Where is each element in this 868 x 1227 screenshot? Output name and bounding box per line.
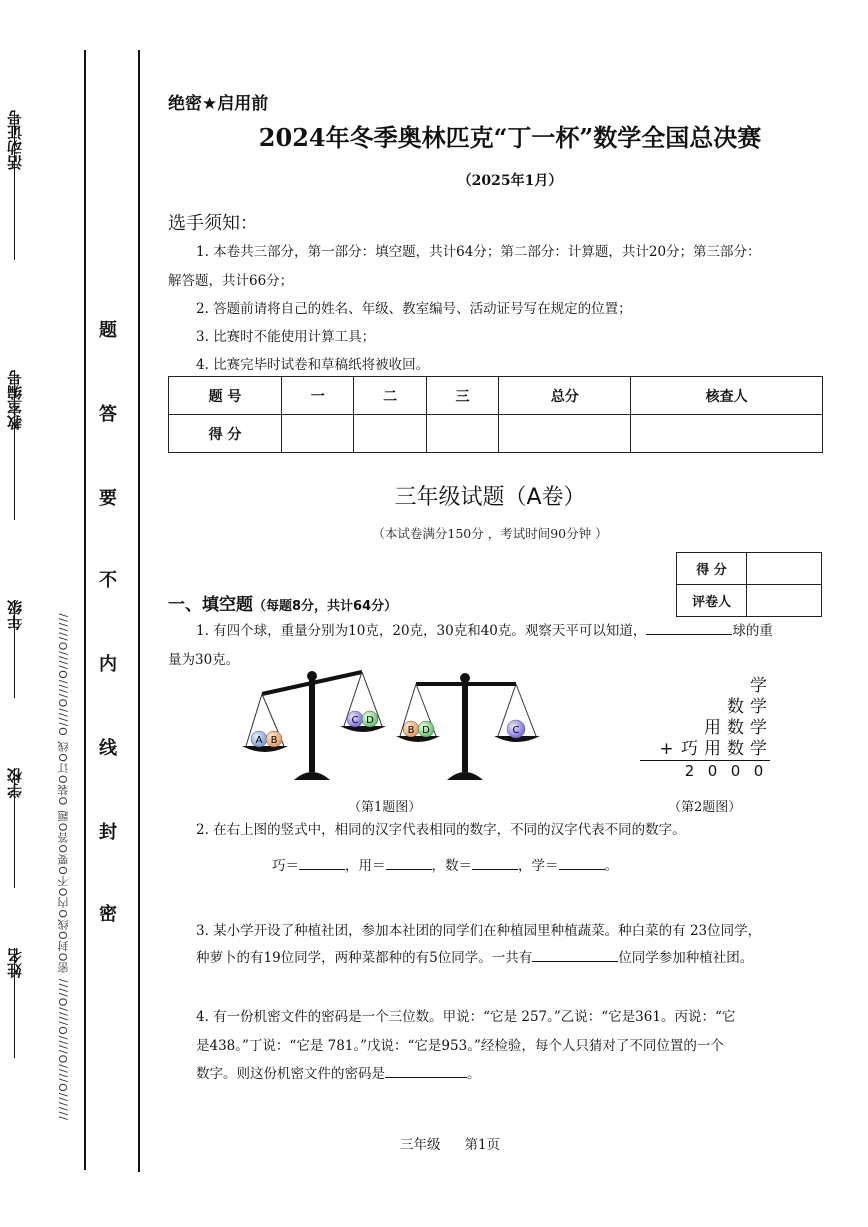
svg-text:C: C bbox=[512, 725, 520, 736]
svg-text:D: D bbox=[422, 725, 430, 736]
question-1 bbox=[196, 617, 773, 646]
notice-item-1-cont: 解答题，共计66分； bbox=[168, 273, 294, 289]
puzzle-result: 2 0 0 0 bbox=[684, 762, 764, 780]
answer-shu-blank[interactable] bbox=[472, 855, 518, 870]
score-cell[interactable] bbox=[499, 415, 631, 453]
section-title: 一、填空题 bbox=[168, 595, 253, 615]
svg-text:B: B bbox=[407, 725, 415, 736]
table-header: 二 bbox=[354, 377, 426, 415]
table-row bbox=[677, 553, 822, 585]
field-activity-id bbox=[6, 110, 24, 260]
answer-yong-blank[interactable] bbox=[386, 855, 432, 870]
section-heading bbox=[168, 590, 397, 615]
balance-1 bbox=[242, 671, 386, 780]
paper-note: （本试卷满分150分 ，考试时间90分钟 ） bbox=[372, 526, 608, 541]
puzzle-row: 学 bbox=[750, 676, 767, 696]
seal-word: 线 bbox=[99, 738, 117, 759]
question-2: 2. 在右上图的竖式中，相同的汉字代表相同的数字，不同的汉字代表不同的数字。 bbox=[196, 822, 686, 838]
confidential-label: 绝密★启用前 bbox=[168, 94, 269, 114]
question-4-cont: 是438。”丁说：“它是 781。”戊说：“它是953。”经检验，每个人只猜对了不同位置的一个 bbox=[196, 1038, 724, 1054]
grade-box bbox=[676, 552, 822, 617]
seal-word: 答 bbox=[99, 404, 117, 425]
seal-word: 不 bbox=[99, 570, 117, 591]
svg-text:D: D bbox=[366, 715, 374, 726]
footer-page: 第1页 bbox=[464, 1137, 501, 1153]
balance-figure bbox=[236, 664, 548, 794]
score-cell[interactable] bbox=[426, 415, 498, 453]
field-grade bbox=[6, 600, 24, 698]
binding-line-right bbox=[138, 50, 140, 1172]
question-4: 4. 有一份机密文件的密码是一个三位数。甲说：“它是 257。”乙说：“它是361。丙说：“它 bbox=[196, 1009, 736, 1025]
grade-score-label: 得 分 bbox=[677, 553, 747, 585]
table-row-label: 得 分 bbox=[169, 415, 282, 453]
answer-qiao-blank[interactable] bbox=[299, 855, 345, 870]
q1-text: 1. 有四个球，重量分别为10克，20克，30克和40克。观察天平可以知道， bbox=[196, 623, 647, 639]
puzzle-row: 数 学 bbox=[727, 697, 767, 717]
page-footer bbox=[160, 1133, 740, 1153]
puzzle-row: 用 数 学 bbox=[704, 718, 767, 738]
seal-word: 封 bbox=[99, 822, 117, 843]
table-row bbox=[677, 585, 822, 617]
question-3-cont: 种萝卜的有19位同学，两种菜都种的有5位同学。一共有 位同学参加种植社团。 bbox=[196, 944, 753, 973]
answer-xue-blank[interactable] bbox=[559, 855, 605, 870]
q1-text-cont: 球的重 bbox=[732, 623, 773, 639]
seal-word: 要 bbox=[99, 488, 117, 509]
seal-word: 内 bbox=[99, 654, 117, 675]
notice-item-1: 1. 本卷共三部分，第一部分：填空题，共计64分；第二部分：计算题，共计20分；第三部分： bbox=[196, 244, 761, 260]
score-cell[interactable] bbox=[282, 415, 354, 453]
q3-answer-blank[interactable] bbox=[532, 947, 618, 962]
field-classroom-id bbox=[6, 370, 24, 520]
seal-word: 密 bbox=[99, 904, 117, 925]
question-3: 3. 某小学开设了种植社团，参加本社团的同学们在种植园里种植蔬菜。种白菜的有 23位同学， bbox=[196, 923, 762, 939]
notice-item-2: 2. 答题前请将自己的姓名、年级、教室编号、活动证号写在规定的位置； bbox=[196, 301, 632, 317]
svg-text:B: B bbox=[270, 735, 278, 746]
puzzle-row: + 巧 用 数 学 bbox=[640, 739, 770, 761]
field-label: 活动证号 bbox=[6, 110, 24, 170]
field-school bbox=[6, 768, 24, 888]
figure-2-caption: （第2题图） bbox=[668, 800, 742, 815]
svg-text:C: C bbox=[351, 715, 359, 726]
binding-line-left bbox=[84, 50, 86, 1170]
section-note: （每题8分，共计64分） bbox=[253, 599, 398, 614]
table-header: 三 bbox=[426, 377, 498, 415]
notice-item-4: 4. 比赛完毕时试卷和草稿纸将被收回。 bbox=[196, 357, 430, 373]
svg-text:A: A bbox=[255, 735, 263, 746]
table-header: 题 号 bbox=[169, 377, 282, 415]
exam-date: （2025年1月） bbox=[457, 173, 563, 189]
field-label: 教室编号 bbox=[6, 370, 24, 430]
table-row bbox=[169, 415, 823, 453]
figure-1-caption: （第1题图） bbox=[348, 800, 422, 815]
table-header: 总分 bbox=[499, 377, 631, 415]
question-2-answers: 巧＝ ，用＝ ，数＝ ，学＝ 。 bbox=[272, 852, 618, 881]
notice-heading: 选手须知： bbox=[168, 213, 258, 234]
grader-label: 评卷人 bbox=[677, 585, 747, 617]
field-label: 学校 bbox=[6, 768, 24, 798]
q1-answer-blank[interactable] bbox=[646, 620, 732, 635]
exam-title: 2024年冬季奥林匹克“丁一杯”数学全国总决赛 bbox=[258, 123, 762, 152]
score-table bbox=[168, 376, 823, 453]
table-header: 核查人 bbox=[631, 377, 823, 415]
seal-word: 题 bbox=[99, 320, 117, 341]
field-label: 姓名 bbox=[6, 948, 24, 978]
footer-grade: 三年级 bbox=[399, 1137, 441, 1153]
field-label: 年级 bbox=[6, 600, 24, 630]
cut-line: //////O////O////O////O//// 密O封O线O内O不O要O答O题 O装O订O线 O////O////O////O////// bbox=[57, 612, 70, 1120]
table-header: 一 bbox=[282, 377, 354, 415]
question-1-cont: 量为30克。 bbox=[168, 652, 240, 668]
score-cell[interactable] bbox=[631, 415, 823, 453]
field-name bbox=[6, 948, 24, 1058]
q4-answer-blank[interactable] bbox=[385, 1063, 467, 1078]
balance-2 bbox=[396, 673, 540, 780]
notice-item-3: 3. 比赛时不能使用计算工具； bbox=[196, 329, 376, 345]
paper-title: 三年级试题（A卷） bbox=[394, 485, 586, 510]
table-row bbox=[169, 377, 823, 415]
grader-cell[interactable] bbox=[747, 585, 822, 617]
addition-puzzle bbox=[640, 676, 770, 782]
grade-score-cell[interactable] bbox=[747, 553, 822, 585]
question-4-cont: 数字。则这份机密文件的密码是 。 bbox=[196, 1060, 481, 1089]
score-cell[interactable] bbox=[354, 415, 426, 453]
